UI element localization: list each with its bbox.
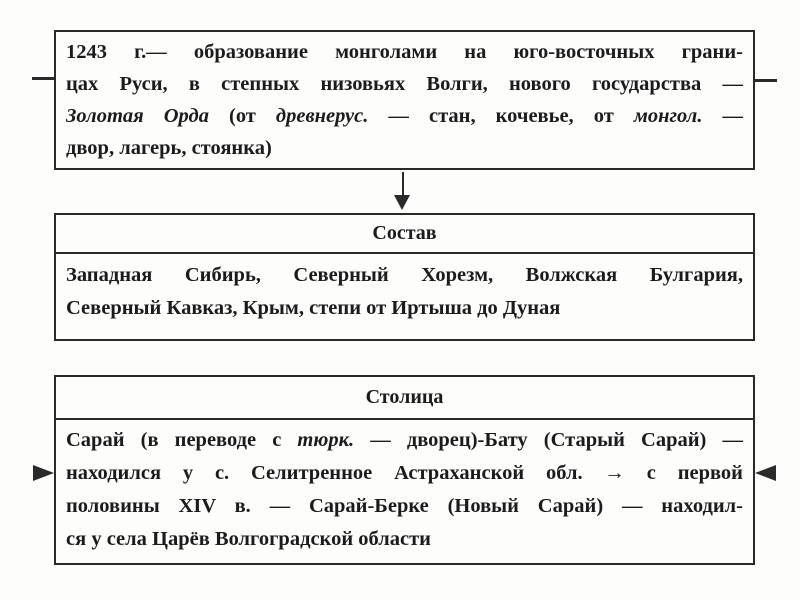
capital-box xyxy=(54,375,755,565)
composition-box xyxy=(54,213,755,341)
composition-header: Состав xyxy=(56,215,753,254)
text-line: Золотая Орда (от древнерус. — стан, кочевье, от монгол. — xyxy=(66,105,743,127)
text-line: половины XIV в. — Сарай-Берке (Новый Сарай) — находил- xyxy=(66,495,743,517)
left-arrowhead-icon xyxy=(33,465,54,481)
capital-text xyxy=(56,420,753,556)
right-tick-connector-icon xyxy=(755,79,777,82)
definition-box xyxy=(54,30,755,170)
text-line: двор, лагерь, стоянка) xyxy=(66,137,272,159)
text-line: Северный Кавказ, Крым, степи от Иртыша до Дуная xyxy=(66,297,561,319)
text-line: цах Руси, в степных низовьях Волги, нового государства — xyxy=(66,73,743,95)
right-arrowhead-icon xyxy=(755,465,776,481)
composition-text xyxy=(56,254,753,325)
capital-header: Столица xyxy=(56,377,753,420)
down-arrowhead-icon xyxy=(394,195,410,210)
text-line: Западная Сибирь, Северный Хорезм, Волжская Булгария, xyxy=(66,264,743,286)
text-line: 1243 г.— образование монголами на юго-восточных грани- xyxy=(66,41,743,63)
definition-text xyxy=(56,32,753,164)
text-line: ся у села Царёв Волгоградской области xyxy=(66,528,431,550)
left-tick-connector-icon xyxy=(32,77,54,80)
text-line: Сарай (в переводе с тюрк. — дворец)-Бату (Старый Сарай) — xyxy=(66,429,743,451)
text-line: находился у с. Селитренное Астраханской обл. → с первой xyxy=(66,462,743,484)
down-arrow-line xyxy=(402,172,404,196)
